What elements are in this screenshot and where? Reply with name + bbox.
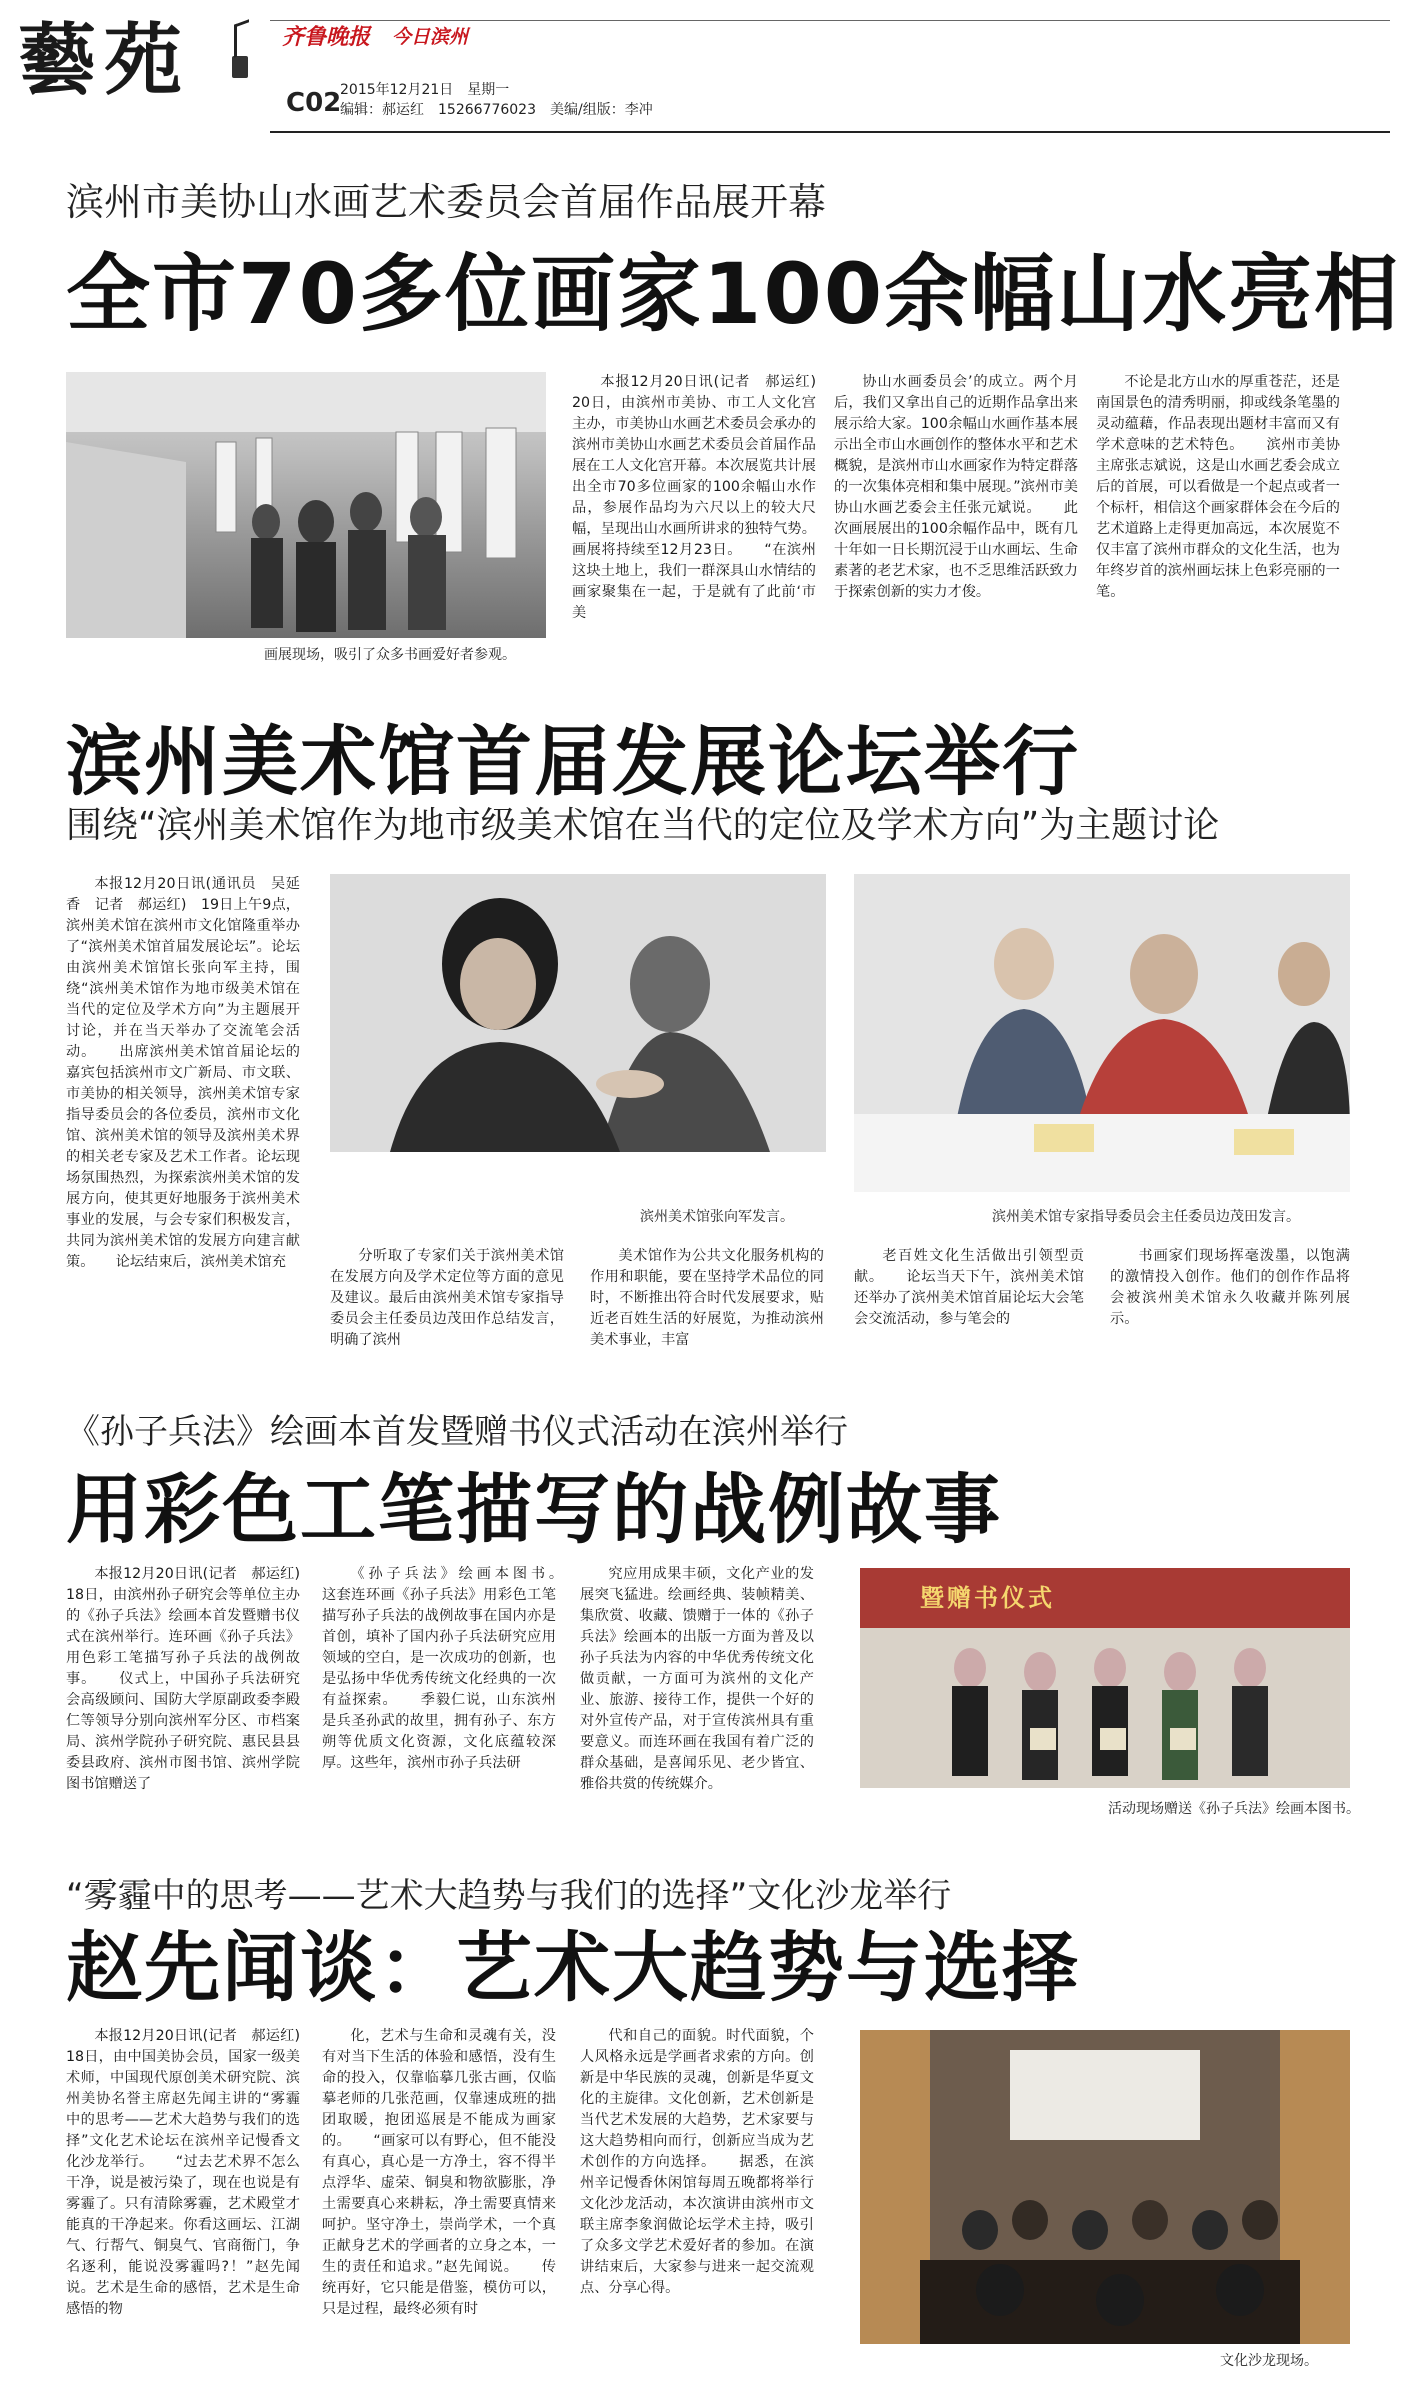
article2-photo-2 bbox=[854, 874, 1350, 1192]
speaker-photo-graphic bbox=[330, 874, 826, 1152]
header-rule bbox=[270, 131, 1390, 133]
article4-kicker: “雾霾中的思考——艺术大趋势与我们的选择”文化沙龙举行 bbox=[66, 1876, 952, 1916]
article2-column-5: 书画家们现场挥毫泼墨，以饱满的激情投入创作。他们的创作作品将会被滨州美术馆永久收藏并陈列展示。 bbox=[1110, 1248, 1350, 1327]
article2-column-3: 美术馆作为公共文化服务机构的作用和职能，要在坚持学术品位的同时，不断推出符合时代发展要求，贴近老百姓生活的好展览，为推动滨州美术事业，丰富 bbox=[590, 1248, 824, 1348]
article3-column-2: 《孙子兵法》绘画本图书。 这套连环画《孙子兵法》用彩色工笔描写孙子兵法的战例故事在国内亦是首创，填补了国内孙子兵法研究应用领域的空白，是一次成功的创新，也是弘扬中华优秀传统文化经典的一次有益探索。 季毅仁说，山东滨州是兵圣孙武的故里，拥有孙子、东方朔等优质文化资源，文化底蕴较深厚。这些年，滨州市孙子兵法研 bbox=[322, 1566, 585, 1771]
article2-headline: 滨州美术馆首届发展论坛举行 bbox=[66, 717, 1080, 806]
date-line: 2015年12月21日 星期一 bbox=[340, 82, 510, 98]
edition-name: 今日滨州 bbox=[392, 26, 469, 48]
article3-photo-caption: 活动现场赠送《孙子兵法》绘画本图书。 bbox=[1108, 1801, 1360, 1817]
article4-column-3: 代和自己的面貌。时代面貌，个人风格永远是学画者求索的方向。创新是中华民族的灵魂，创新是华夏文化的主旋律。文化创新，艺术创新是当代艺术发展的大趋势，艺术家要与这大趋势相向而行，创新应当成为艺术创作的方向选择。 据悉，在滨州辛记慢香休闲馆每周五晚都将举行文化沙龙活动，本次演讲由滨州市文联主席李象润做论坛学术主持，吸引了众多文学艺术爱好者的参加。在演讲结束后，大家参与进来一起交流观点、分享心得。 bbox=[580, 2028, 814, 2296]
article3-headline: 用彩色工笔描写的战例故事 bbox=[66, 1465, 1002, 1554]
article1-column-3: 不论是北方山水的厚重苍茫，还是南国景色的清秀明丽，抑或线条笔墨的灵动蕴藉，作品表现出题材丰富而又有学术意味的艺术特色。 滨州市美协主席张志斌说，这是山水画艺委会成立后的首展，可以看做是一个起点或者一个标杆，相信这个画家群体会在今后的艺术道路上走得更加高远，本次展览不仅丰富了滨州市群众的文化生活，也为年终岁首的滨州画坛抹上色彩亮丽的一笔。 bbox=[1096, 374, 1340, 600]
article4-column-2: 化，艺术与生命和灵魂有关，没有对当下生活的体验和感悟，没有生命的投入，仅靠临摹几张古画，仅临摹老师的几张范画，仅靠速成班的拙团取暖，抱团巡展是不能成为画家的。 “画家可以有野心，但不能没有真心，真心是一方净土，容不得半点浮华、虚荣、铜臭和物欲膨胀，净土需要真心来耕耘，净土需要真情来呵护。坚守净土，崇尚学术，一个真正献身艺术的学画者的立身之本，一生的责任和追求。”赵先闻说。 传统再好，它只能是借鉴，模仿可以，只是过程，最终必须有时 bbox=[322, 2028, 556, 2317]
article1-photo bbox=[66, 372, 546, 638]
article1-column-1: 本报12月20日讯(记者 郝运红) 20日，由滨州市美协、市工人文化宫主办，市美协山水画艺术委员会承办的滨州市美协山水画艺术委员会首届作品展在工人文化宫开幕。本次展览共计展出全市70多位画家的100余幅山水作品，参展作品均为六尺以上的较大尺幅，呈现出山水画所讲求的独特气势。画展将持续至12月23日。 “在滨州这块土地上，我们一群深具山水情结的画家聚集在一起，于是就有了此前‘市美 bbox=[572, 374, 831, 621]
article3-kicker: 《孙子兵法》绘画本首发暨赠书仪式活动在滨州举行 bbox=[66, 1412, 848, 1452]
ceremony-banner-text: 暨赠书仪式 bbox=[920, 1584, 1055, 1612]
article4-photo-caption: 文化沙龙现场。 bbox=[1220, 2353, 1318, 2369]
article4-headline: 赵先闻谈：艺术大趋势与选择 bbox=[66, 1923, 1080, 2012]
article2-photo-2-caption: 滨州美术馆专家指导委员会主任委员边茂田发言。 bbox=[992, 1209, 1300, 1225]
article4-column-1: 本报12月20日讯(记者 郝运红) 18日，由中国美协会员，国家一级美术师，中国现代原创美术研究院、滨州美协名誉主席赵先闻主讲的“雾霾中的思考——艺术大趋势与我们的选择”文化艺术论坛在滨州辛记慢香文化沙龙举行。 “过去艺术界不怎么干净，说是被污染了，现在也说是有雾霾了。只有清除雾霾，艺术殿堂才能真的干净起来。你看这画坛、江湖气、行帮气、铜臭气、官商衙门，争名逐利，能说没雾霾吗?！”赵先闻说。艺术是生命的感悟，艺术是生命感悟的物 bbox=[66, 2028, 315, 2317]
article1-column-2: 协山水画委员会’的成立。两个月后，我们又拿出自己的近期作品拿出来展示给大家。100余幅山水画作基本展示出全市山水画创作的整体水平和艺术概貌，是滨州市山水画家作为特定群落的一次集体亮相和集中展现。”滨州市美协山水画艺委会主任张元斌说。 此次画展展出的100余幅作品中，既有几十年如一日长期沉浸于山水画坛、生命素著的老艺术家，也不乏思维活跃致力于探索创新的实力才俊。 bbox=[834, 374, 1078, 600]
salon-scene-photo-graphic bbox=[860, 2030, 1350, 2344]
newspaper-name: 齐鲁晚报 bbox=[282, 24, 371, 50]
article2-kicker: 围绕“滨州美术馆作为地市级美术馆在当代的定位及学术方向”为主题讨论 bbox=[66, 805, 1220, 846]
article3-photo bbox=[860, 1568, 1350, 1788]
seal-stamp bbox=[232, 56, 248, 78]
article2-photo-1 bbox=[330, 874, 826, 1152]
article2-column-2: 分听取了专家们关于滨州美术馆在发展方向及学术定位等方面的意见及建议。最后由滨州美术馆专家指导委员会主任委员边茂田作总结发言，明确了滨州 bbox=[330, 1248, 564, 1348]
calligraphy-signature bbox=[234, 19, 249, 57]
article4-photo bbox=[860, 2030, 1350, 2344]
article2-column-4: 老百姓文化生活做出引领型贡献。 论坛当天下午，滨州美术馆还举办了滨州美术馆首届论坛大会笔会交流活动，参与笔会的 bbox=[854, 1248, 1084, 1327]
article1-kicker: 滨州市美协山水画艺术委员会首届作品展开幕 bbox=[66, 180, 827, 224]
header-rule-top bbox=[270, 20, 1390, 21]
article3-column-1: 本报12月20日讯(记者 郝运红) 18日，由滨州孙子研究会等单位主办的《孙子兵法》绘画本首发暨赠书仪式在滨州举行。连环画《孙子兵法》用色彩工笔描写孙子兵法的战例故事。 仪式上，中国孙子兵法研究会高级顾问、国防大学原副政委李殿仁等领导分别向滨州军分区、市档案局、滨州学院孙子研究院、惠民县县委县政府、滨州市图书馆、滨州学院图书馆赠送了 bbox=[66, 1566, 315, 1792]
exhibition-scene-graphic bbox=[66, 372, 546, 638]
article1-photo-caption: 画展现场，吸引了众多书画爱好者参观。 bbox=[264, 647, 516, 663]
article1-headline: 全市70多位画家100余幅山水亮相 bbox=[66, 245, 1401, 343]
masthead-title: 藝苑 bbox=[18, 15, 191, 106]
editor-line: 编辑：郝运红 15266776023 美编/组版：李冲 bbox=[340, 102, 653, 118]
article2-column-1: 本报12月20日讯(通讯员 吴延香 记者 郝运红) 19日上午9点，滨州美术馆在滨州市文化馆隆重举办了“滨州美术馆首届发展论坛”。论坛由滨州美术馆馆长张向军主持，围绕“滨州美术馆作为地市级美术馆在当代的定位及学术方向”为主题展开讨论，并在当天举办了交流笔会活动。 出席滨州美术馆首届论坛的嘉宾包括滨州市文广新局、市文联、市美协的相关领导，滨州美术馆专家指导委员会的各位委员，滨州市文化馆、滨州美术馆的领导及滨州美术界的相关老专家及艺术工作者。论坛现场氛围热烈，为探索滨州美术馆的发展方向，使其更好地服务于滨州美术事业的发展，与会专家们积极发言，共同为滨州美术馆的发展方向建言献策。 论坛结束后，滨州美术馆充 bbox=[66, 876, 300, 1270]
forum-panel-photo-graphic bbox=[854, 874, 1350, 1192]
article3-column-3: 究应用成果丰硕，文化产业的发展突飞猛进。绘画经典、装帧精美、集欣赏、收藏、馈赠于一体的《孙子兵法》绘画本的出版一方面为普及以孙子兵法为内容的中华优秀传统文化做贡献，一方面可为滨州的文化产业、旅游、接待工作，提供一个好的对外宣传产品，对于宣传滨州具有重要意义。而连环画在我国有着广泛的群众基础，是喜闻乐见、老少皆宜、雅俗共赏的传统媒介。 bbox=[580, 1566, 814, 1792]
page-number: C02 bbox=[286, 88, 342, 118]
article2-photo-1-caption: 滨州美术馆张向军发言。 bbox=[640, 1209, 794, 1225]
